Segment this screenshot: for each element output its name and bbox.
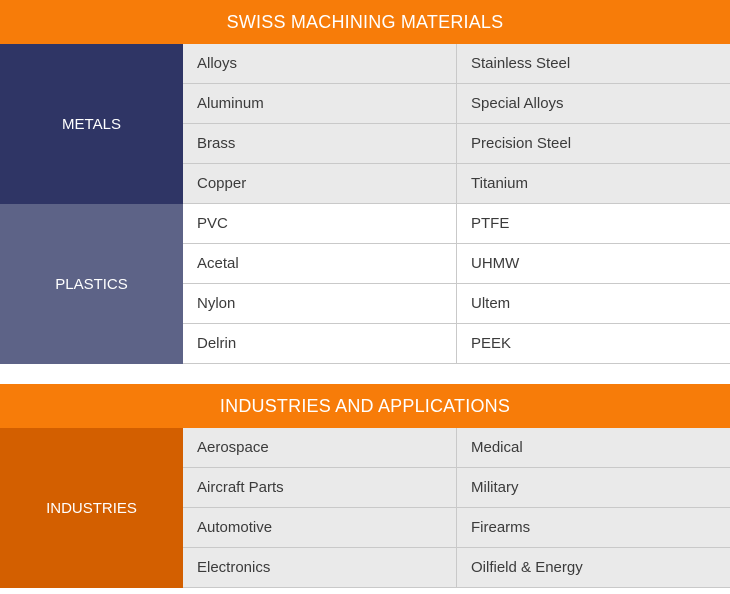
table-cell: Alloys [183, 44, 457, 84]
metals-group [0, 44, 730, 204]
table-cell: Delrin [183, 324, 457, 364]
industries-grid [183, 428, 730, 588]
table-cell: Medical [457, 428, 730, 468]
table-cell: Automotive [183, 508, 457, 548]
plastics-group [0, 204, 730, 364]
table-cell: PVC [183, 204, 457, 244]
materials-title: SWISS MACHINING MATERIALS [0, 0, 730, 44]
table-cell: UHMW [457, 244, 730, 284]
industries-table [0, 384, 730, 588]
table-cell: Copper [183, 164, 457, 204]
table-cell: Nylon [183, 284, 457, 324]
table-cell: Ultem [457, 284, 730, 324]
table-cell: Stainless Steel [457, 44, 730, 84]
section-spacer [0, 364, 730, 384]
plastics-grid [183, 204, 730, 364]
table-cell: Oilfield & Energy [457, 548, 730, 588]
table-cell: Aluminum [183, 84, 457, 124]
metals-label: METALS [0, 44, 183, 204]
industries-title: INDUSTRIES AND APPLICATIONS [0, 384, 730, 428]
table-cell: Acetal [183, 244, 457, 284]
table-cell: Military [457, 468, 730, 508]
plastics-label: PLASTICS [0, 204, 183, 364]
table-cell: Special Alloys [457, 84, 730, 124]
table-cell: Firearms [457, 508, 730, 548]
table-cell: PTFE [457, 204, 730, 244]
table-cell: Aerospace [183, 428, 457, 468]
table-cell: Electronics [183, 548, 457, 588]
table-cell: Titanium [457, 164, 730, 204]
industries-group [0, 428, 730, 588]
table-cell: PEEK [457, 324, 730, 364]
metals-grid [183, 44, 730, 204]
industries-label: INDUSTRIES [0, 428, 183, 588]
table-cell: Brass [183, 124, 457, 164]
table-cell: Precision Steel [457, 124, 730, 164]
table-cell: Aircraft Parts [183, 468, 457, 508]
